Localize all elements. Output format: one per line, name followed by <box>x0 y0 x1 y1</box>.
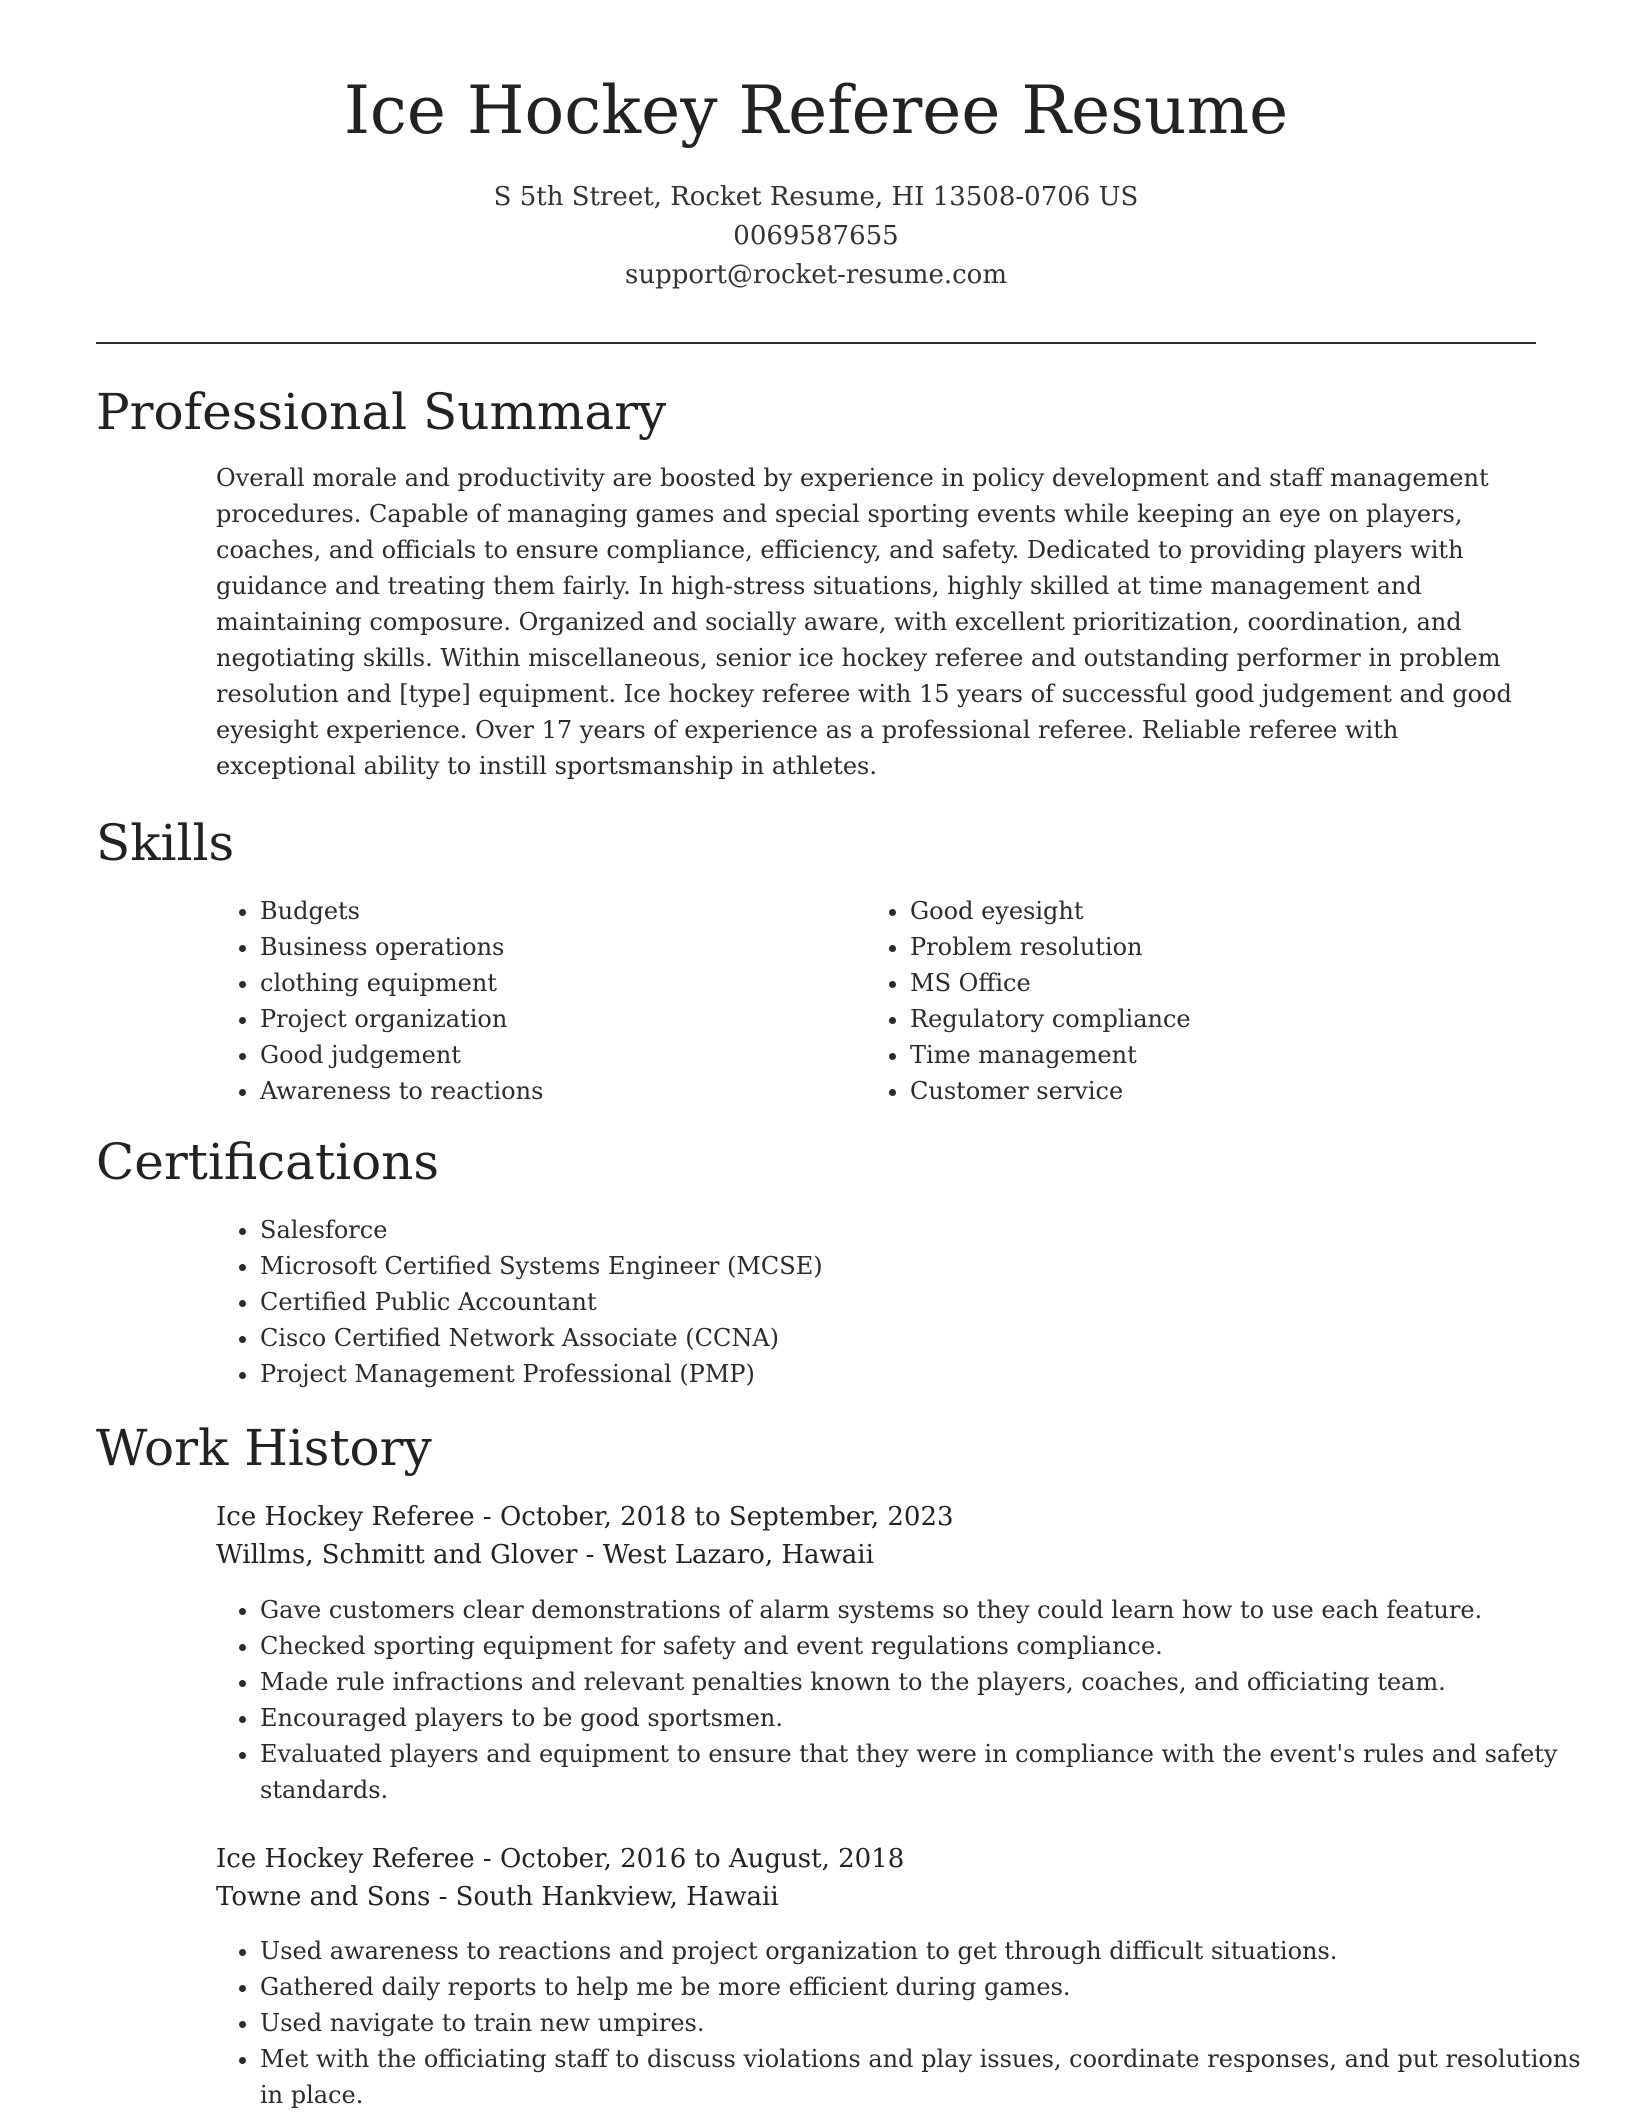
skill-item: • Regulatory compliance <box>910 1001 1570 1037</box>
skill-item: • Good eyesight <box>910 893 1570 929</box>
header-divider <box>96 342 1536 344</box>
certifications-heading: Certifications <box>96 1133 440 1191</box>
work-history-heading: Work History <box>96 1419 432 1477</box>
job-duty-item: • Used awareness to reactions and project organization to get through difficult situations. <box>260 1933 1582 1969</box>
skill-item: • Budgets <box>260 893 860 929</box>
separator: - <box>474 1844 500 1874</box>
contact-info <box>96 178 1536 295</box>
job-title: Ice Hockey Referee <box>216 1502 475 1532</box>
job-duty-item: • Made rule infractions and relevant penalties known to the players, coaches, and officiating team. <box>260 1664 1582 1700</box>
resume-title: Ice Hockey Referee Resume <box>343 72 1289 149</box>
resume-header <box>96 72 1536 295</box>
phone-text: 0069587655 <box>733 221 899 251</box>
separator: - <box>430 1882 456 1912</box>
skill-item: • Good judgement <box>260 1037 860 1073</box>
certification-item: • Microsoft Certified Systems Engineer (MCSE) <box>260 1248 1582 1284</box>
certification-item: • Certified Public Accountant <box>260 1284 1582 1320</box>
job-dates: October, 2018 to September, 2023 <box>499 1502 954 1532</box>
job-title: Ice Hockey Referee <box>216 1844 475 1874</box>
job-duty-item: • Gave customers clear demonstrations of alarm systems so they could learn how to use each feature. <box>260 1592 1582 1628</box>
skill-item: • Problem resolution <box>910 929 1570 965</box>
job-company-line <box>216 1878 1538 1916</box>
email-text: support@rocket-resume.com <box>624 260 1007 290</box>
job-duty-item: • Used navigate to train new umpires. <box>260 2005 1582 2041</box>
skill-item: • Project organization <box>260 1001 860 1037</box>
job-location: West Lazaro, Hawaii <box>602 1540 874 1570</box>
skill-item: • Time management <box>910 1037 1570 1073</box>
job-duty-item: • Encouraged players to be good sportsmen. <box>260 1700 1582 1736</box>
skill-item: • MS Office <box>910 965 1570 1001</box>
separator: - <box>474 1502 500 1532</box>
skill-item: • Customer service <box>910 1073 1570 1109</box>
job-title-line <box>216 1498 1538 1536</box>
job-title-line <box>216 1840 1538 1878</box>
company-name: Willms, Schmitt and Glover <box>216 1540 578 1570</box>
skill-item: • clothing equipment <box>260 965 860 1001</box>
certifications-list <box>216 1212 1582 1392</box>
address-text: S 5th Street, Rocket Resume, HI 13508-0706 US <box>493 182 1139 212</box>
job-company-line <box>216 1536 1538 1574</box>
job-duty-item: • Checked sporting equipment for safety and event regulations compliance. <box>260 1628 1582 1664</box>
skills-list-left <box>216 893 860 1109</box>
summary-heading: Professional Summary <box>96 383 667 441</box>
skill-item: • Business operations <box>260 929 860 965</box>
certification-item: • Project Management Professional (PMP) <box>260 1356 1582 1392</box>
certification-item: • Salesforce <box>260 1212 1582 1248</box>
job-duty-item: • Met with the officiating staff to discuss violations and play issues, coordinate responses, and put resolutions in place. <box>260 2041 1582 2113</box>
summary-text: Overall morale and productivity are boosted by experience in policy development and staff management procedures. Capable of managing games and special sporting events while keeping an eye on players, coaches, and officials to ensure compliance, efficiency, and safety. Dedicated to providing players with guidance and treating them fairly. In high-stress situations, highly skilled at time management and maintaining composure. Organized and socially aware, with excellent prioritization, coordination, and negotiating skills. Within miscellaneous, senior ice hockey referee and outstanding performer in problem resolution and [type] equipment. Ice hockey referee with 15 years of successful good judgement and good eyesight experience. Over 17 years of experience as a professional referee. Reliable referee with exceptional ability to instill sportsmanship in athletes. <box>216 464 1512 780</box>
job-duties-list <box>216 1933 1582 2113</box>
job-duties-list <box>216 1592 1582 1808</box>
company-name: Towne and Sons <box>216 1882 431 1912</box>
job-duty-item: • Gathered daily reports to help me be more efficient during games. <box>260 1969 1582 2005</box>
job-location: South Hankview, Hawaii <box>455 1882 779 1912</box>
separator: - <box>577 1540 603 1570</box>
skill-item: • Awareness to reactions <box>260 1073 860 1109</box>
job-duty-item: • Evaluated players and equipment to ensure that they were in compliance with the event's rules and safety standards. <box>260 1736 1582 1808</box>
job-dates: October, 2016 to August, 2018 <box>499 1844 905 1874</box>
certification-item: • Cisco Certified Network Associate (CCNA) <box>260 1320 1582 1356</box>
skills-heading: Skills <box>96 814 235 872</box>
skills-list-right <box>866 893 1570 1109</box>
